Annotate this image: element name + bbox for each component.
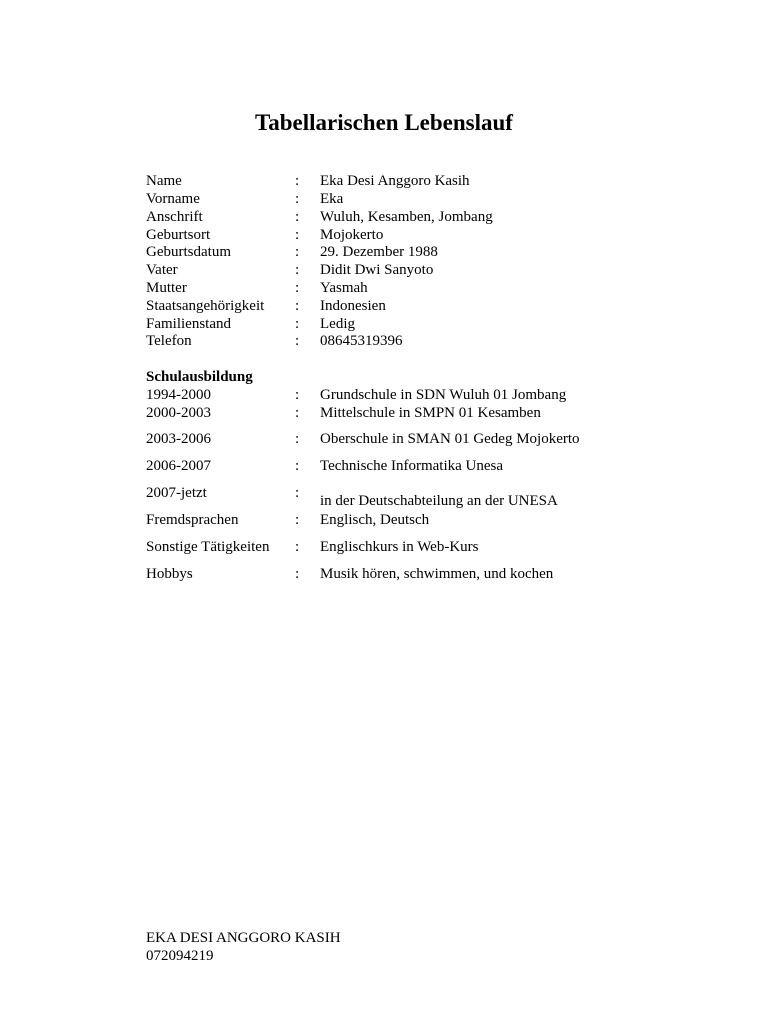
row-label: Fremdsprachen [146, 512, 239, 528]
education-row [146, 511, 706, 529]
info-row-vorname [146, 190, 706, 208]
row-value: Englisch, Deutsch [320, 512, 430, 528]
education-row [146, 430, 706, 448]
row-label: 2007-jetzt [146, 485, 207, 501]
row-colon: : [295, 244, 300, 260]
row-colon: : [295, 539, 300, 555]
footer-name: EKA DESI ANGGORO KASIH [146, 930, 341, 946]
row-label: Telefon [146, 333, 192, 349]
row-value: Eka Desi Anggoro Kasih [320, 173, 470, 189]
footer-id: 072094219 [146, 948, 214, 964]
info-row-geburtsdatum [146, 243, 706, 261]
row-label: 1994-2000 [146, 387, 211, 403]
education-row [146, 565, 706, 583]
row-value: Indonesien [320, 298, 386, 314]
row-colon: : [295, 566, 300, 582]
education-row [146, 484, 706, 509]
education-row [146, 538, 706, 556]
row-value: Mojokerto [320, 227, 384, 243]
row-label: Mutter [146, 280, 187, 296]
row-label: Geburtsort [146, 227, 211, 243]
row-label: Sonstige Tätigkeiten [146, 539, 270, 555]
row-colon: : [295, 405, 300, 421]
education-heading: Schulausbildung [146, 369, 253, 385]
row-value: Technische Informatika Unesa [320, 458, 504, 474]
row-colon: : [295, 209, 300, 225]
row-value: 08645319396 [320, 333, 403, 349]
row-label: 2000-2003 [146, 405, 211, 421]
row-value: Didit Dwi Sanyoto [320, 262, 434, 278]
row-colon: : [295, 298, 300, 314]
row-value: 29. Dezember 1988 [320, 244, 438, 260]
info-row-familienstand [146, 315, 706, 333]
row-label: Vater [146, 262, 178, 278]
row-colon: : [295, 431, 300, 447]
row-colon: : [295, 387, 300, 403]
info-row-anschrift [146, 208, 706, 226]
info-row-mutter [146, 279, 706, 297]
education-row [146, 386, 706, 404]
row-label: 2006-2007 [146, 458, 211, 474]
row-value: Mittelschule in SMPN 01 Kesamben [320, 405, 541, 421]
row-value: Wuluh, Kesamben, Jombang [320, 209, 493, 225]
row-value: Ledig [320, 316, 355, 332]
row-value: Eka [320, 191, 344, 207]
row-colon: : [295, 458, 300, 474]
info-row-name [146, 172, 706, 190]
row-label: Familienstand [146, 316, 231, 332]
row-colon: : [295, 280, 300, 296]
info-row-staatsangehoerigkeit [146, 297, 706, 315]
row-label: Geburtsdatum [146, 244, 231, 260]
education-row [146, 457, 706, 475]
row-value: Englischkurs in Web-Kurs [320, 539, 479, 555]
info-row-geburtsort [146, 226, 706, 244]
row-label: Staatsangehörigkeit [146, 298, 265, 314]
row-colon: : [295, 262, 300, 278]
row-colon: : [295, 173, 300, 189]
info-row-vater [146, 261, 706, 279]
row-label: 2003-2006 [146, 431, 211, 447]
row-value: in der Deutschabteilung an der UNESA [320, 493, 558, 509]
row-colon: : [295, 316, 300, 332]
row-label: Name [146, 173, 182, 189]
row-colon: : [295, 191, 300, 207]
row-value: Grundschule in SDN Wuluh 01 Jombang [320, 387, 567, 403]
row-value: Musik hören, schwimmen, und kochen [320, 566, 554, 582]
row-colon: : [295, 333, 300, 349]
row-colon: : [295, 485, 300, 501]
row-colon: : [295, 227, 300, 243]
row-value: Oberschule in SMAN 01 Gedeg Mojokerto [320, 431, 580, 447]
row-value: Yasmah [320, 280, 368, 296]
row-label: Vorname [146, 191, 200, 207]
row-label: Anschrift [146, 209, 203, 225]
row-colon: : [295, 512, 300, 528]
row-label: Hobbys [146, 566, 193, 582]
education-row [146, 404, 706, 422]
info-row-telefon [146, 332, 706, 350]
page-title: Tabellarischen Lebenslauf [255, 110, 513, 135]
